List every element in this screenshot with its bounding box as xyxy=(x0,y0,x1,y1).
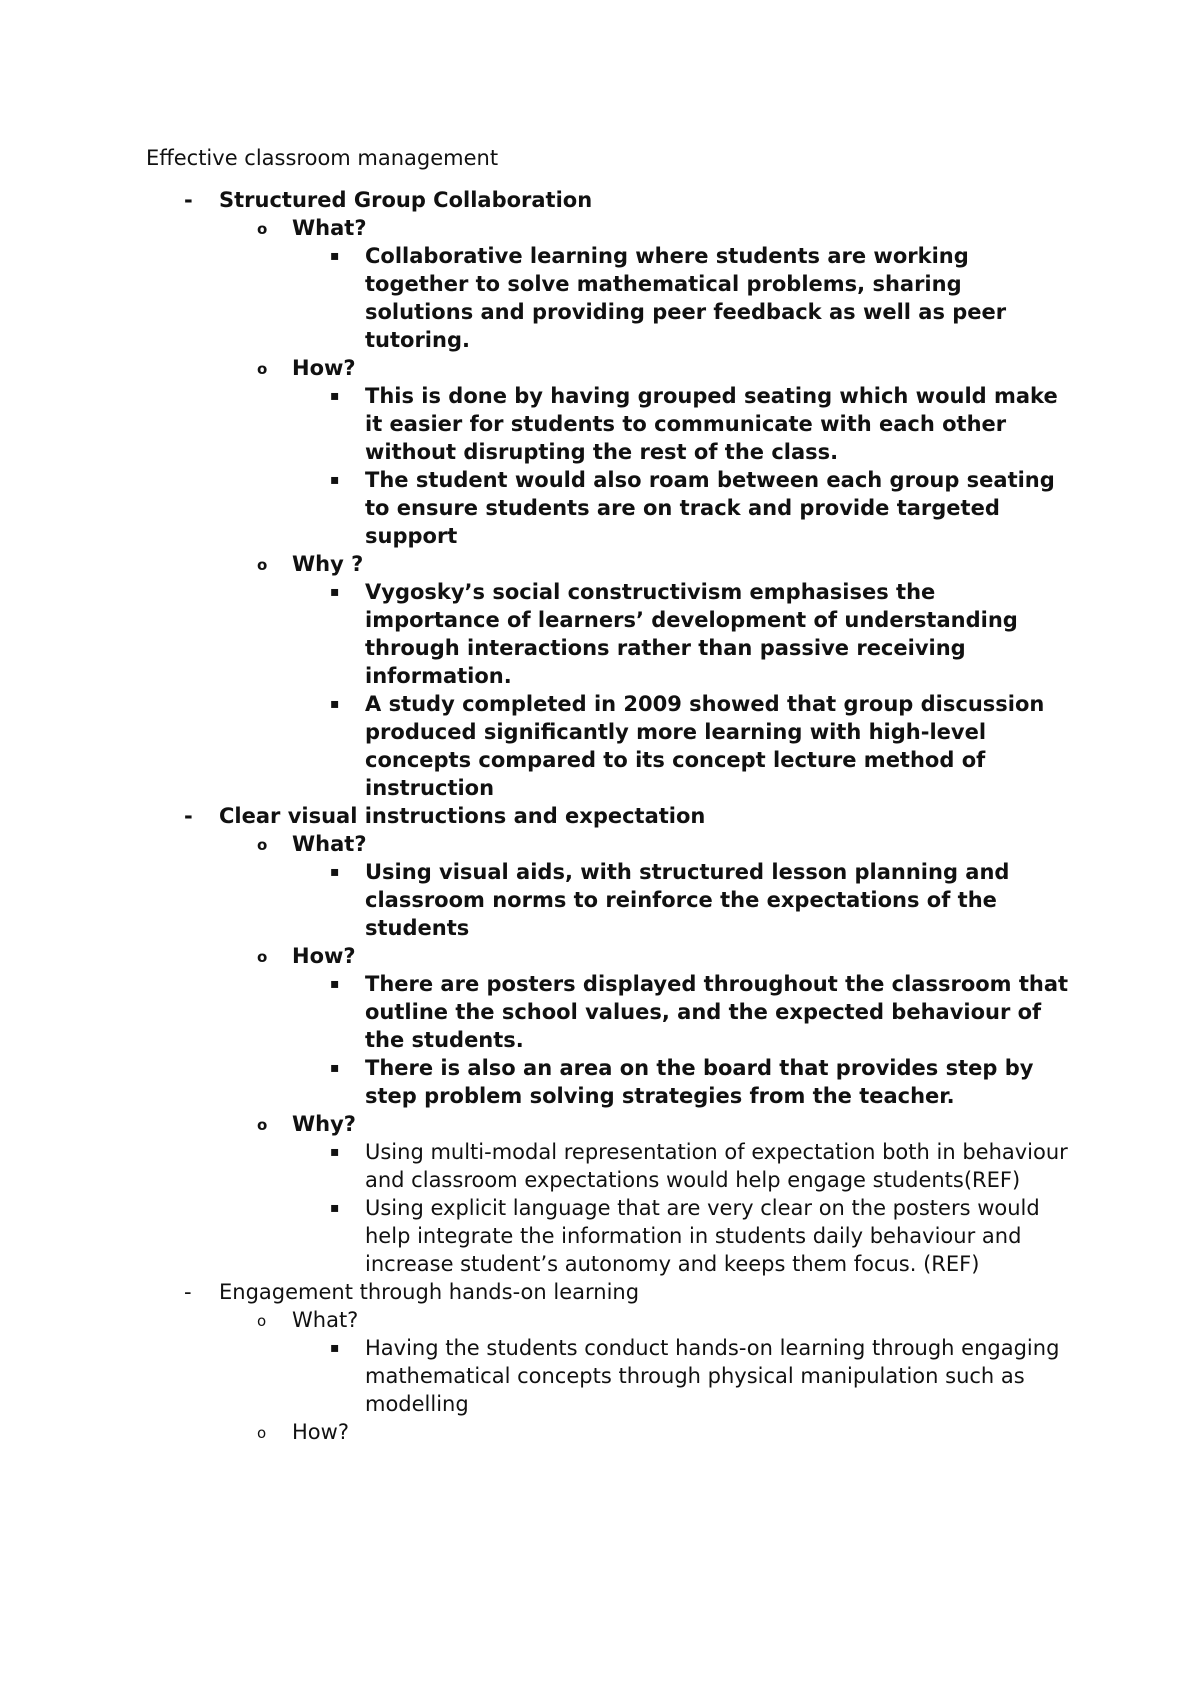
subsection-label: Why ? xyxy=(292,552,364,576)
list-item: ▪ This is done by having grouped seating which would make it easier for students to communicate with each other without disrupting the rest of the class. xyxy=(330,384,1058,464)
subsection-label: What? xyxy=(292,832,367,856)
square-bullet: ▪ xyxy=(330,248,340,264)
item-list xyxy=(292,242,1200,354)
item-list xyxy=(292,1138,1200,1278)
subsection-list xyxy=(219,1306,1200,1446)
item-list xyxy=(292,1334,1200,1418)
subsection-what xyxy=(257,830,1200,942)
square-bullet: ▪ xyxy=(330,696,340,712)
list-item: ▪ The student would also roam between each group seating to ensure students are on track and provide targeted support xyxy=(330,468,1055,548)
item-list xyxy=(292,578,1200,802)
subsection-label: Why? xyxy=(292,1112,356,1136)
list-item: ▪ A study completed in 2009 showed that group discussion produced significantly more learning with high-level concepts compared to its concept lecture method of instruction xyxy=(330,692,1045,800)
section-heading: Clear visual instructions and expectation xyxy=(219,804,706,828)
square-bullet: ▪ xyxy=(330,976,340,992)
circle-marker: o xyxy=(257,1116,268,1134)
circle-marker: o xyxy=(257,948,268,966)
subsection-why xyxy=(257,550,1200,802)
list-item: ▪ Using visual aids, with structured lesson planning and classroom norms to reinforce the expectations of the students xyxy=(330,860,1010,940)
section-heading: Structured Group Collaboration xyxy=(219,188,593,212)
list-item: ▪ Having the students conduct hands-on learning through engaging mathematical concepts through physical manipulation such as modelling xyxy=(330,1336,1060,1416)
subsection-label: How? xyxy=(292,1420,349,1444)
subsection-label: What? xyxy=(292,216,367,240)
square-bullet: ▪ xyxy=(330,472,340,488)
list-item: ▪ Using multi-modal representation of expectation both in behaviour and classroom expectations would help engage students(REF) xyxy=(330,1140,1068,1192)
list-item: ▪ There are posters displayed throughout the classroom that outline the school values, and the expected behaviour of the students. xyxy=(330,972,1069,1052)
subsection-list xyxy=(219,830,1200,1278)
dash-marker: - xyxy=(184,188,193,212)
subsection-list xyxy=(219,214,1200,802)
square-bullet: ▪ xyxy=(330,864,340,880)
circle-marker: o xyxy=(257,1312,267,1330)
item-list xyxy=(292,382,1200,550)
square-bullet: ▪ xyxy=(330,1340,340,1356)
outline-list xyxy=(0,186,1200,1446)
document-title: Effective classroom management xyxy=(146,146,499,170)
circle-marker: o xyxy=(257,220,268,238)
dash-marker: - xyxy=(184,804,193,828)
section-heading: Engagement through hands-on learning xyxy=(219,1280,640,1304)
list-item: ▪ There is also an area on the board that provides step by step problem solving strategies from the teacher. xyxy=(330,1056,1034,1108)
subsection-why xyxy=(257,1110,1200,1278)
subsection-label: How? xyxy=(292,944,356,968)
list-item: ▪ Collaborative learning where students are working together to solve mathematical problems, sharing solutions and providing peer feedback as well as peer tutoring. xyxy=(330,244,1007,352)
circle-marker: o xyxy=(257,1424,267,1442)
circle-marker: o xyxy=(257,360,268,378)
list-item: ▪ Vygosky’s social constructivism emphasises the importance of learners’ development of understanding through interactions rather than passive receiving information. xyxy=(330,580,1018,688)
subsection-how xyxy=(257,354,1200,550)
square-bullet: ▪ xyxy=(330,1060,340,1076)
section-clear-visual-instructions xyxy=(0,802,1200,1278)
subsection-what xyxy=(257,214,1200,354)
subsection-label: What? xyxy=(292,1308,359,1332)
item-list xyxy=(292,970,1200,1110)
list-item: ▪ Using explicit language that are very clear on the posters would help integrate the information in students daily behaviour and increase student’s autonomy and keeps them focus. (REF) xyxy=(330,1196,1040,1276)
subsection-how xyxy=(257,942,1200,1110)
item-list xyxy=(292,858,1200,942)
section-engagement-hands-on xyxy=(0,1278,1200,1446)
circle-marker: o xyxy=(257,836,268,854)
dash-marker: - xyxy=(184,1280,192,1304)
square-bullet: ▪ xyxy=(330,388,340,404)
subsection-how xyxy=(257,1418,1200,1446)
section-structured-group-collaboration xyxy=(0,186,1200,802)
square-bullet: ▪ xyxy=(330,1200,340,1216)
square-bullet: ▪ xyxy=(330,584,340,600)
circle-marker: o xyxy=(257,556,268,574)
subsection-what xyxy=(257,1306,1200,1418)
square-bullet: ▪ xyxy=(330,1144,340,1160)
subsection-label: How? xyxy=(292,356,356,380)
